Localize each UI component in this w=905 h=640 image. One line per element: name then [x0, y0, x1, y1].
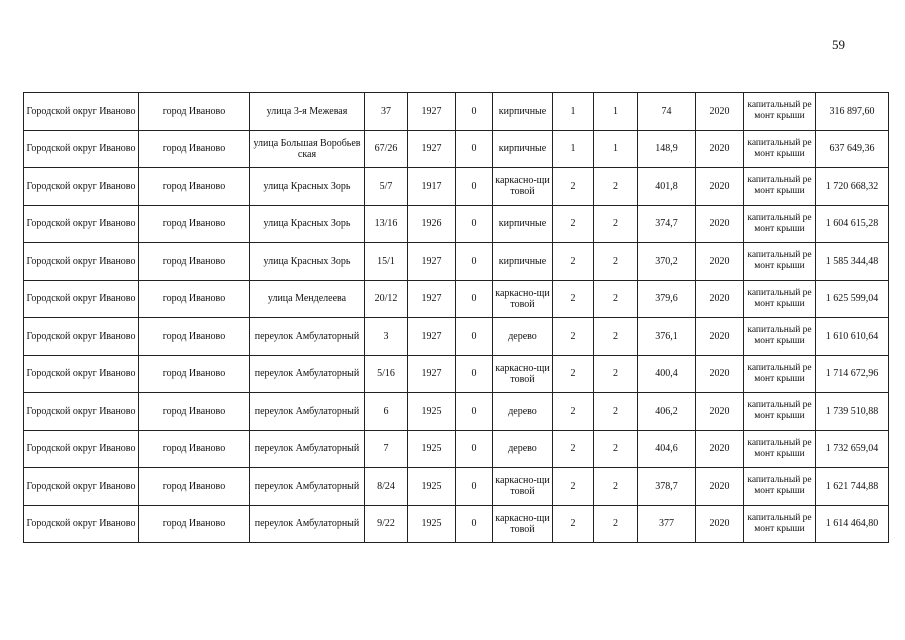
house-number-cell: 5/7	[365, 168, 408, 206]
plan-year-cell: 2020	[696, 393, 744, 431]
wall-material-cell: каркасно-щитовой	[493, 505, 553, 543]
count-cell: 2	[553, 430, 594, 468]
build-year-cell: 1927	[408, 355, 456, 393]
count-cell: 2	[553, 280, 594, 318]
district-cell: Городской округ Иваново	[24, 205, 139, 243]
count-cell: 2	[553, 205, 594, 243]
city-cell: город Иваново	[139, 430, 250, 468]
cost-cell: 1 621 744,88	[816, 468, 889, 506]
district-cell: Городской округ Иваново	[24, 130, 139, 168]
cost-cell: 1 610 610,64	[816, 318, 889, 356]
table-row	[24, 468, 889, 506]
city-cell: город Иваново	[139, 280, 250, 318]
plan-year-cell: 2020	[696, 130, 744, 168]
district-cell: Городской округ Иваново	[24, 355, 139, 393]
plan-year-cell: 2020	[696, 318, 744, 356]
district-cell: Городской округ Иваново	[24, 280, 139, 318]
house-number-cell: 7	[365, 430, 408, 468]
street-cell: улица Красных Зорь	[250, 205, 365, 243]
page-number: 59	[832, 37, 845, 52]
count-cell: 2	[594, 468, 638, 506]
street-cell: улица 3-я Межевая	[250, 93, 365, 131]
table-row	[24, 280, 889, 318]
plan-year-cell: 2020	[696, 168, 744, 206]
build-year-cell: 1927	[408, 318, 456, 356]
street-cell: переулок Амбулаторный	[250, 430, 365, 468]
count-cell: 2	[553, 355, 594, 393]
street-cell: улица Красных Зорь	[250, 168, 365, 206]
area-cell: 379,6	[638, 280, 696, 318]
wall-material-cell: кирпичные	[493, 243, 553, 281]
value-cell: 0	[456, 468, 493, 506]
table-row	[24, 168, 889, 206]
cost-cell: 1 732 659,04	[816, 430, 889, 468]
area-cell: 404,6	[638, 430, 696, 468]
plan-year-cell: 2020	[696, 243, 744, 281]
district-cell: Городской округ Иваново	[24, 505, 139, 543]
district-cell: Городской округ Иваново	[24, 168, 139, 206]
cost-cell: 1 585 344,48	[816, 243, 889, 281]
plan-year-cell: 2020	[696, 505, 744, 543]
cost-cell: 1 714 672,96	[816, 355, 889, 393]
wall-material-cell: каркасно-щитовой	[493, 168, 553, 206]
wall-material-cell: дерево	[493, 318, 553, 356]
plan-year-cell: 2020	[696, 93, 744, 131]
count-cell: 2	[553, 393, 594, 431]
build-year-cell: 1926	[408, 205, 456, 243]
cost-cell: 1 625 599,04	[816, 280, 889, 318]
count-cell: 2	[553, 243, 594, 281]
work-type-cell: капитальный ремонт крыши	[744, 355, 816, 393]
value-cell: 0	[456, 130, 493, 168]
count-cell: 2	[594, 318, 638, 356]
city-cell: город Иваново	[139, 243, 250, 281]
area-cell: 74	[638, 93, 696, 131]
wall-material-cell: дерево	[493, 430, 553, 468]
value-cell: 0	[456, 318, 493, 356]
street-cell: переулок Амбулаторный	[250, 355, 365, 393]
wall-material-cell: дерево	[493, 393, 553, 431]
area-cell: 376,1	[638, 318, 696, 356]
value-cell: 0	[456, 243, 493, 281]
work-type-cell: капитальный ремонт крыши	[744, 168, 816, 206]
work-type-cell: капитальный ремонт крыши	[744, 430, 816, 468]
wall-material-cell: кирпичные	[493, 205, 553, 243]
cost-cell: 1 739 510,88	[816, 393, 889, 431]
house-number-cell: 20/12	[365, 280, 408, 318]
count-cell: 1	[553, 93, 594, 131]
house-number-cell: 13/16	[365, 205, 408, 243]
build-year-cell: 1925	[408, 505, 456, 543]
cost-cell: 1 614 464,80	[816, 505, 889, 543]
table-row	[24, 243, 889, 281]
count-cell: 2	[594, 280, 638, 318]
house-number-cell: 6	[365, 393, 408, 431]
wall-material-cell: каркасно-щитовой	[493, 355, 553, 393]
area-cell: 401,8	[638, 168, 696, 206]
value-cell: 0	[456, 168, 493, 206]
build-year-cell: 1927	[408, 93, 456, 131]
area-cell: 406,2	[638, 393, 696, 431]
cost-cell: 316 897,60	[816, 93, 889, 131]
count-cell: 2	[594, 355, 638, 393]
district-cell: Городской округ Иваново	[24, 430, 139, 468]
count-cell: 2	[594, 430, 638, 468]
city-cell: город Иваново	[139, 468, 250, 506]
area-cell: 374,7	[638, 205, 696, 243]
area-cell: 148,9	[638, 130, 696, 168]
work-type-cell: капитальный ремонт крыши	[744, 280, 816, 318]
house-number-cell: 37	[365, 93, 408, 131]
build-year-cell: 1927	[408, 130, 456, 168]
street-cell: переулок Амбулаторный	[250, 318, 365, 356]
district-cell: Городской округ Иваново	[24, 318, 139, 356]
work-type-cell: капитальный ремонт крыши	[744, 468, 816, 506]
city-cell: город Иваново	[139, 93, 250, 131]
city-cell: город Иваново	[139, 505, 250, 543]
table-row	[24, 505, 889, 543]
plan-year-cell: 2020	[696, 355, 744, 393]
table-row	[24, 318, 889, 356]
house-number-cell: 5/16	[365, 355, 408, 393]
count-cell: 2	[594, 393, 638, 431]
count-cell: 2	[594, 168, 638, 206]
work-type-cell: капитальный ремонт крыши	[744, 318, 816, 356]
cost-cell: 1 604 615,28	[816, 205, 889, 243]
area-cell: 377	[638, 505, 696, 543]
work-type-cell: капитальный ремонт крыши	[744, 393, 816, 431]
district-cell: Городской округ Иваново	[24, 468, 139, 506]
district-cell: Городской округ Иваново	[24, 93, 139, 131]
plan-year-cell: 2020	[696, 468, 744, 506]
street-cell: переулок Амбулаторный	[250, 393, 365, 431]
work-type-cell: капитальный ремонт крыши	[744, 130, 816, 168]
area-cell: 400,4	[638, 355, 696, 393]
value-cell: 0	[456, 355, 493, 393]
work-type-cell: капитальный ремонт крыши	[744, 205, 816, 243]
value-cell: 0	[456, 430, 493, 468]
city-cell: город Иваново	[139, 318, 250, 356]
cost-cell: 637 649,36	[816, 130, 889, 168]
count-cell: 2	[553, 468, 594, 506]
house-number-cell: 8/24	[365, 468, 408, 506]
wall-material-cell: кирпичные	[493, 93, 553, 131]
street-cell: улица Красных Зорь	[250, 243, 365, 281]
build-year-cell: 1925	[408, 430, 456, 468]
value-cell: 0	[456, 205, 493, 243]
count-cell: 2	[594, 205, 638, 243]
plan-year-cell: 2020	[696, 430, 744, 468]
table-row	[24, 205, 889, 243]
table-row	[24, 430, 889, 468]
district-cell: Городской округ Иваново	[24, 393, 139, 431]
city-cell: город Иваново	[139, 205, 250, 243]
work-type-cell: капитальный ремонт крыши	[744, 243, 816, 281]
table-row	[24, 93, 889, 131]
district-cell: Городской округ Иваново	[24, 243, 139, 281]
house-number-cell: 9/22	[365, 505, 408, 543]
count-cell: 1	[594, 130, 638, 168]
street-cell: переулок Амбулаторный	[250, 468, 365, 506]
build-year-cell: 1927	[408, 243, 456, 281]
street-cell: улица Большая Воробьевская	[250, 130, 365, 168]
housing-registry-table	[23, 92, 889, 543]
build-year-cell: 1925	[408, 393, 456, 431]
street-cell: улица Менделеева	[250, 280, 365, 318]
plan-year-cell: 2020	[696, 205, 744, 243]
city-cell: город Иваново	[139, 393, 250, 431]
build-year-cell: 1925	[408, 468, 456, 506]
count-cell: 2	[553, 168, 594, 206]
table-row	[24, 355, 889, 393]
house-number-cell: 15/1	[365, 243, 408, 281]
city-cell: город Иваново	[139, 355, 250, 393]
cost-cell: 1 720 668,32	[816, 168, 889, 206]
count-cell: 2	[594, 505, 638, 543]
city-cell: город Иваново	[139, 168, 250, 206]
count-cell: 1	[553, 130, 594, 168]
wall-material-cell: кирпичные	[493, 130, 553, 168]
build-year-cell: 1917	[408, 168, 456, 206]
value-cell: 0	[456, 505, 493, 543]
count-cell: 1	[594, 93, 638, 131]
house-number-cell: 67/26	[365, 130, 408, 168]
area-cell: 378,7	[638, 468, 696, 506]
city-cell: город Иваново	[139, 130, 250, 168]
table-row	[24, 130, 889, 168]
work-type-cell: капитальный ремонт крыши	[744, 93, 816, 131]
count-cell: 2	[553, 318, 594, 356]
area-cell: 370,2	[638, 243, 696, 281]
table-body	[24, 93, 889, 543]
count-cell: 2	[553, 505, 594, 543]
count-cell: 2	[594, 243, 638, 281]
build-year-cell: 1927	[408, 280, 456, 318]
work-type-cell: капитальный ремонт крыши	[744, 505, 816, 543]
table-row	[24, 393, 889, 431]
value-cell: 0	[456, 393, 493, 431]
wall-material-cell: каркасно-щитовой	[493, 280, 553, 318]
value-cell: 0	[456, 93, 493, 131]
house-number-cell: 3	[365, 318, 408, 356]
plan-year-cell: 2020	[696, 280, 744, 318]
value-cell: 0	[456, 280, 493, 318]
street-cell: переулок Амбулаторный	[250, 505, 365, 543]
wall-material-cell: каркасно-щитовой	[493, 468, 553, 506]
